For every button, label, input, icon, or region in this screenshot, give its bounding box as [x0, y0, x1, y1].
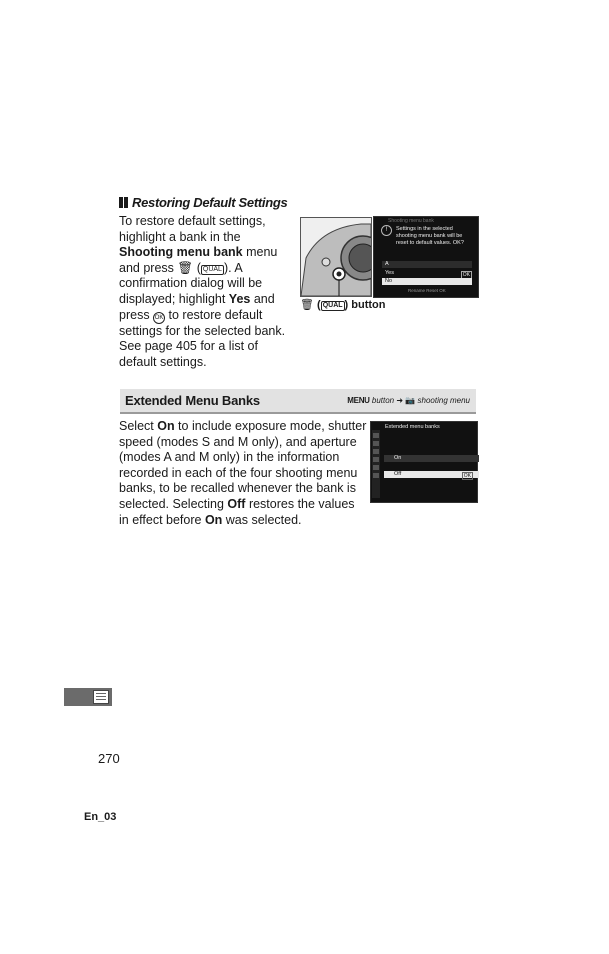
menu-sidebar: [372, 430, 380, 498]
mode-m: M: [237, 434, 249, 449]
section-marker-icon: [119, 196, 129, 211]
menu-list-icon: [93, 690, 109, 704]
dialog-bank-label: A: [382, 261, 472, 268]
menu-option-on[interactable]: On: [384, 455, 479, 462]
on-label: On: [204, 512, 223, 527]
restoring-paragraph: [119, 214, 297, 370]
on-label: On: [157, 419, 175, 433]
language-code: En_03: [84, 811, 117, 823]
page-number: 270: [98, 751, 120, 766]
text: To restore default settings, highlight a bank in the: [119, 214, 266, 244]
text: only) in the information recorded in each of the four shooting menu banks, to be recalled whenever the bank is selected. Selecting: [119, 450, 358, 511]
text: to restore default settings for the selected bank. See page 405 for a list of default settings.: [119, 307, 286, 369]
banner-title: Extended Menu Banks: [125, 393, 260, 408]
extended-paragraph: [119, 419, 367, 528]
button-caption: 🗑 ( QUAL ) button: [300, 299, 386, 311]
dialog-footer: Rename Reset OK: [408, 288, 446, 293]
shooting-menu-label: shooting menu: [417, 396, 470, 405]
qual-icon: QUAL: [322, 302, 343, 309]
qual-icon: QUAL: [202, 265, 222, 273]
text: was selected.: [222, 512, 302, 527]
text: only), and aperture (modes: [119, 434, 357, 465]
text: and: [171, 450, 199, 465]
extended-menu-screen: [370, 421, 478, 503]
dialog-header: Shooting menu bank: [388, 218, 434, 224]
chapter-tab: [64, 688, 112, 706]
text: and press: [119, 291, 275, 322]
arrow-icon: ➜: [396, 396, 404, 405]
section-heading: [119, 195, 287, 211]
text: Select: [119, 419, 158, 433]
dialog-yes-option[interactable]: Yes: [385, 270, 394, 276]
ok-icon: OK: [462, 272, 470, 278]
section-banner: [120, 389, 476, 414]
button-word: button: [371, 396, 395, 405]
off-label: Off: [227, 496, 246, 511]
menu-option-off[interactable]: Off: [384, 471, 479, 478]
ok-icon: OK: [463, 473, 471, 479]
text: menu and press: [119, 245, 278, 275]
text: to include exposure mode, shutter speed (modes: [119, 419, 367, 449]
camera-icon: 📷: [405, 396, 416, 405]
dialog-no-option[interactable]: No: [382, 278, 472, 285]
yes-label: Yes: [228, 291, 251, 306]
section-heading-text: Restoring Default Settings: [132, 195, 288, 210]
warning-icon: !: [381, 225, 392, 236]
mode-s: S: [201, 434, 211, 449]
trash-icon: 🗑: [177, 260, 194, 275]
mode-m: M: [198, 450, 210, 465]
mode-a: A: [163, 450, 172, 465]
menu-button-label: MENU: [347, 396, 370, 405]
button-caption-text: button: [351, 299, 386, 311]
text: ). A confirmation dialog will be displayed; highlight: [119, 260, 263, 306]
confirm-dialog-screen: [373, 216, 479, 298]
dialog-message: Settings in the selected shooting menu bank will be reset to default values. OK?: [396, 226, 464, 246]
menu-screen-title: Extended menu banks: [385, 424, 440, 430]
text: restores the values in effect before: [119, 496, 355, 527]
text: and: [210, 434, 238, 449]
camera-body-icon: [301, 218, 371, 296]
trash-icon: 🗑: [300, 299, 314, 311]
menu-path: [347, 396, 470, 405]
camera-illustration: [300, 217, 372, 297]
text: (: [193, 260, 201, 275]
ok-button-icon: OK: [153, 312, 165, 324]
menu-name: Shooting menu bank: [119, 245, 243, 260]
